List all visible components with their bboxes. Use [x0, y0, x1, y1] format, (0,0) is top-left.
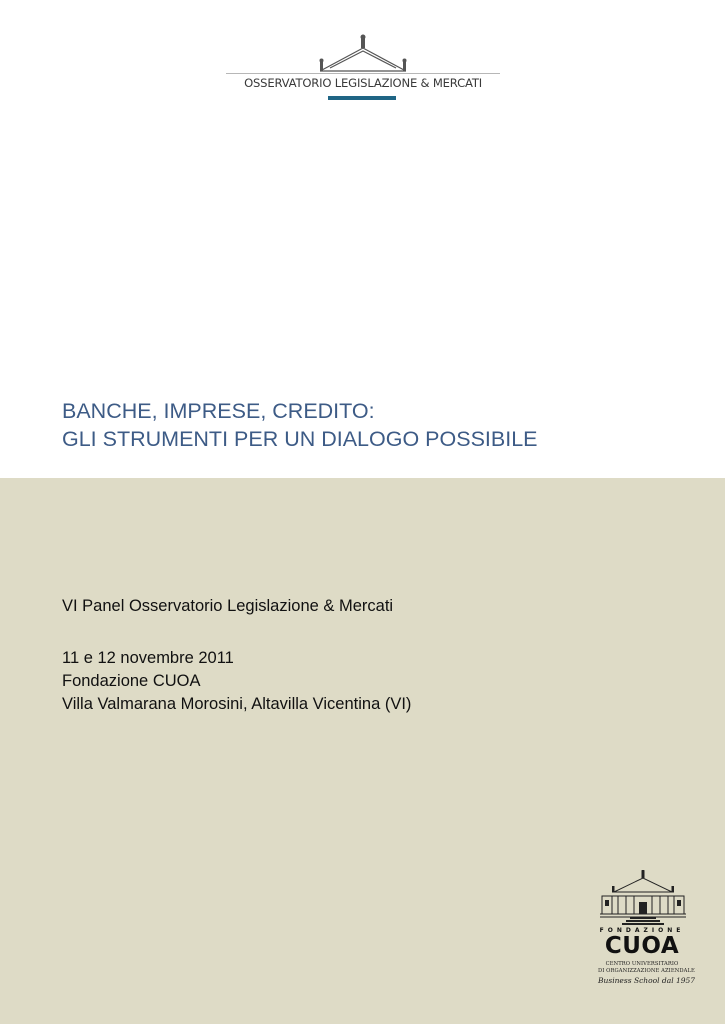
event-venue: Villa Valmarana Morosini, Altavilla Vicentina (VI) — [62, 695, 412, 713]
cuoa-fondazione-label: FONDAZIONE — [599, 927, 685, 934]
villa-facade-icon — [600, 870, 686, 926]
osservatorio-logo — [226, 34, 500, 104]
logo-text: OSSERVATORIO LEGISLAZIONE & MERCATI — [244, 76, 482, 90]
villa-roof-icon — [318, 34, 408, 74]
cuoa-tagline: Business School dal 1957 — [598, 976, 696, 985]
event-dates: 11 e 12 novembre 2011 — [62, 649, 234, 667]
event-organizer: Fondazione CUOA — [62, 672, 201, 690]
cuoa-subtitle-line-2: DI ORGANIZZAZIONE AZIENDALE — [598, 968, 695, 974]
cuoa-logo — [598, 870, 696, 990]
title-line-1: BANCHE, IMPRESE, CREDITO: — [62, 399, 375, 423]
logo-underline-bar — [328, 96, 396, 100]
logo-rule — [226, 73, 500, 74]
panel-name: VI Panel Osservatorio Legislazione & Mercati — [62, 597, 394, 615]
cuoa-subtitle-line-1: CENTRO UNIVERSITARIO — [605, 961, 679, 967]
title-line-2: GLI STRUMENTI PER UN DIALOGO POSSIBILE — [62, 427, 538, 451]
event-panel — [0, 478, 725, 1024]
cuoa-name: CUOA — [604, 933, 680, 959]
document-title — [62, 397, 538, 453]
